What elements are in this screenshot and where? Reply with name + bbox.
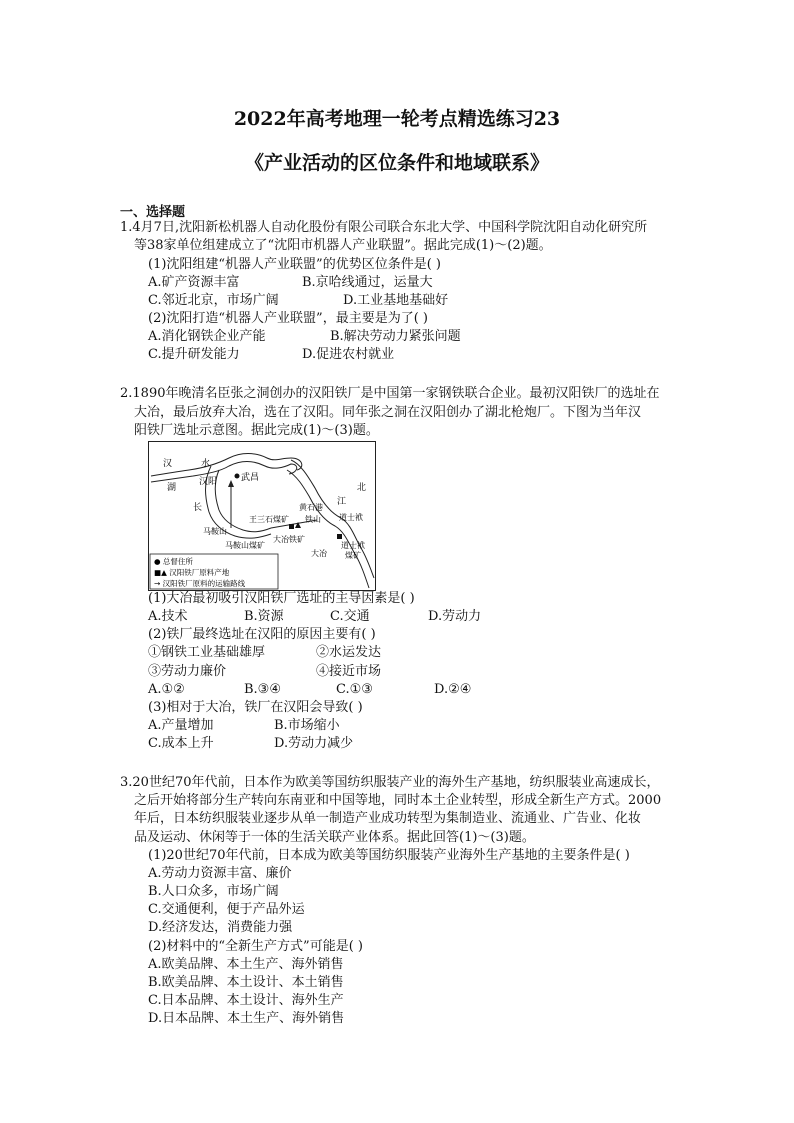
label-shui: 水 [201, 459, 211, 469]
q2-stem-line3: 阳铁厂选址示意图。据此完成(1)～(3)题。 [134, 423, 379, 438]
q2-s3-option-d: D.劳动力减少 [274, 736, 354, 751]
q2-stem-line2: 大冶，最后放弃大冶，选在了汉阳。同年张之洞在汉阳创办了湖北枪炮厂。下图为当年汉 [134, 405, 642, 420]
q2-s2-option-c: C.①③ [336, 682, 373, 697]
label-bei: 北 [357, 483, 367, 493]
q1-stem-line2: 等38家单位组建成立了“沈阳市机器人产业联盟”。据此完成(1)～(2)题。 [134, 238, 552, 253]
daye-iron-mine-marker [289, 524, 294, 529]
q1-s1-option-d: D.工业基地基础好 [343, 293, 449, 308]
q2-s2-option-d: D.②④ [434, 682, 472, 697]
section-heading: 一、选择题 [120, 205, 186, 220]
legend-transport-route: → 汉阳铁厂原料的运输路线 [154, 579, 246, 588]
label-chang: 长 [193, 503, 203, 513]
q2-s2-option-b: B.③④ [244, 682, 281, 697]
q1-s1-option-c: C.邻近北京，市场广阔 [148, 293, 279, 308]
label-meikuang: 煤矿 [345, 551, 361, 560]
q2-s1-option-a: A.技术 [148, 609, 188, 624]
han-river-south-bank [151, 462, 297, 483]
page-subtitle: 《产业活动的区位条件和地域联系》 [244, 152, 549, 174]
label-hu: 湖 [167, 483, 177, 493]
q1-s1-option-a: A.矿产资源丰富 [148, 275, 240, 290]
q1-s2-option-d: D.促进农村就业 [302, 347, 395, 362]
q3-s1-option-a: A.劳动力资源丰富、廉价 [148, 866, 292, 881]
q3-s1-option-d: D.经济发达，消费能力强 [148, 920, 293, 935]
legend-residence: ● 总督住所 [154, 557, 193, 566]
q1-s2-option-b: B.解决劳动力紧张问题 [330, 329, 461, 344]
label-jiang: 江 [337, 497, 347, 507]
q1-s1-option-b: B.京哈线通过，运量大 [302, 275, 433, 290]
q3-s2-option-d: D.日本品牌、本土生产、海外销售 [148, 1011, 345, 1026]
q2-s1-option-c: C.交通 [330, 609, 370, 624]
legend-material-source: ■▲ 汉阳铁厂原料产地 [154, 568, 230, 577]
label-huangshigang: 黄石港 [299, 503, 323, 512]
q3-sub2: (2)材料中的“全新生产方式”可能是( ) [148, 939, 363, 954]
q1-sub1: (1)沈阳组建“机器人产业联盟”的优势区位条件是( ) [148, 257, 441, 272]
q2-s1-option-d: D.劳动力 [428, 609, 482, 624]
label-daye: 大冶 [311, 549, 327, 558]
q2-s2-option-a: A.①② [148, 682, 185, 697]
q3-s1-option-c: C.交通便利，便于产品外运 [148, 902, 305, 917]
q2-item-3: ③劳动力廉价 [148, 664, 227, 679]
q2-s3-option-c: C.成本上升 [148, 736, 214, 751]
q3-stem-line2: 之后开始将部分生产转向东南亚和中国等地，同时本土企业转型，形成全新生产方式。2000 [134, 793, 662, 808]
q1-stem-line1: 1.4月7日,沈阳新松机器人自动化股份有限公司联合东北大学、中国科学院沈阳自动化研究所 [120, 220, 648, 235]
label-tieshan: 铁山 [305, 515, 321, 524]
q2-item-2: ②水运发达 [316, 645, 382, 660]
q2-s3-option-a: A.产量增加 [148, 718, 214, 733]
q3-s2-option-c: C.日本品牌、本土设计、海外生产 [148, 993, 344, 1008]
q3-s2-option-b: B.欧美品牌、本土设计、本土销售 [148, 975, 344, 990]
daoshifu-coal-marker [337, 534, 342, 539]
q2-sub3: (3)相对于大冶，铁厂在汉阳会导致( ) [148, 700, 363, 715]
q3-sub1: (1)20世纪70年代前，日本成为欧美等国纺织服装产业海外生产基地的主要条件是( ) [148, 848, 630, 863]
q1-s2-option-c: C.提升研发能力 [148, 347, 240, 362]
q3-s2-option-a: A.欧美品牌、本土生产、海外销售 [148, 957, 344, 972]
q2-item-1: ①钢铁工业基础雄厚 [148, 645, 266, 660]
q1-sub2: (2)沈阳打造“机器人产业联盟”，最主要是为了( ) [148, 311, 428, 326]
transport-arrow-icon [228, 480, 234, 487]
label-daoshifu-2: 道士袱 [341, 541, 365, 550]
q2-sub1: (1)大冶最初吸引汉阳铁厂选址的主导因素是( ) [148, 591, 415, 606]
label-daoshifu-1: 道士袱 [339, 513, 363, 522]
han-river-north-bank [151, 454, 302, 477]
q1-s2-option-a: A.消化钢铁企业产能 [148, 329, 266, 344]
label-hanyang: 汉阳 [199, 477, 218, 487]
page-title: 2022年高考地理一轮考点精选练习23 [233, 108, 561, 130]
q2-stem-line1: 2.1890年晚清名臣张之洞创办的汉阳铁厂是中国第一家钢铁联合企业。最初汉阳铁厂的选址在 [120, 386, 660, 401]
label-wangsanshi: 王三石煤矿 [249, 515, 289, 524]
q2-s1-option-b: B.资源 [244, 609, 284, 624]
label-wuchang: 武昌 [241, 473, 260, 483]
label-han: 汉 [163, 459, 173, 469]
q2-sub2: (2)铁厂最终选址在汉阳的原因主要有( ) [148, 627, 376, 642]
q3-stem-line4: 品及运动、休闲等于一体的生活关联产业体系。据此回答(1)～(3)题。 [134, 830, 535, 845]
governor-residence-marker [235, 474, 240, 479]
q3-s1-option-b: B.人口众多，市场广阔 [148, 884, 279, 899]
hanyang-ironworks-map [148, 441, 376, 591]
label-maanshan-coal: 马鞍山煤矿 [225, 541, 265, 550]
map-figure [149, 442, 375, 590]
q3-stem-line1: 3.20世纪70年代前，日本作为欧美等国纺织服装产业的海外生产基地，纺织服装业高速成长， [120, 775, 660, 790]
q3-stem-line3: 年后，日本纺织服装业逐步从单一制造产业成功转型为集制造业、流通业、广告业、化妆 [134, 811, 642, 826]
q2-item-4: ④接近市场 [316, 664, 382, 679]
label-maanshan: 马鞍山 [203, 527, 227, 536]
q2-s3-option-b: B.市场缩小 [274, 718, 340, 733]
label-daye-iron: 大冶铁矿 [273, 535, 305, 544]
